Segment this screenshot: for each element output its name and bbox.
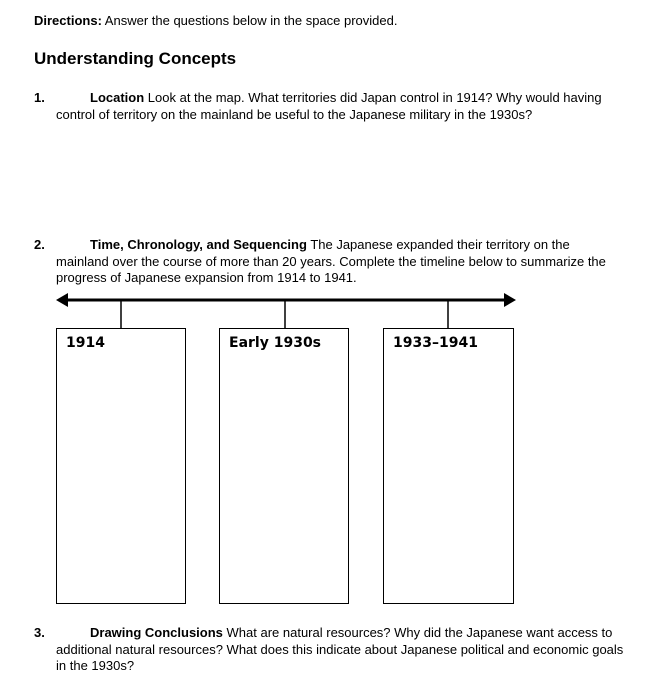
question-text: Look at the map. What territories did Japan control in 1914? Why would having control of territory on the mainland be useful to the Japanese military in the 1930s?: [56, 90, 602, 122]
directions-label: Directions:: [34, 13, 102, 28]
right-arrowhead-icon: [504, 293, 516, 307]
question-lead: Drawing Conclusions: [90, 625, 223, 640]
question-text: What are natural resources? Why did the Japanese want access to additional natural resources? What does this indicate about Japanese political and economic goals in the 1930s?: [56, 625, 624, 673]
timeline-box-1914[interactable]: [56, 328, 186, 604]
section-title: Understanding Concepts: [34, 49, 237, 68]
question-lead: Location: [90, 90, 145, 105]
question-3: [34, 625, 624, 675]
question-body: [56, 625, 624, 675]
timeline-box-label: 1933–1941: [393, 335, 478, 351]
timeline-box-1933-1941[interactable]: [383, 328, 514, 604]
question-lead: Time, Chronology, and Sequencing: [90, 237, 307, 252]
question-number: 3.: [34, 625, 45, 640]
timeline-box-early-1930s[interactable]: [219, 328, 349, 604]
question-text: The Japanese expanded their territory on the mainland over the course of more than 20 years. Complete the timeline below to summarize the progress of Japanese expansion from 1914 to 1941.: [56, 237, 606, 285]
question-number: 2.: [34, 237, 45, 252]
timeline-box-label: Early 1930s: [229, 335, 322, 351]
left-arrowhead-icon: [56, 293, 68, 307]
timeline-box-label: 1914: [66, 335, 105, 351]
question-number: 1.: [34, 90, 45, 105]
directions-text: Answer the questions below in the space provided.: [101, 13, 398, 28]
